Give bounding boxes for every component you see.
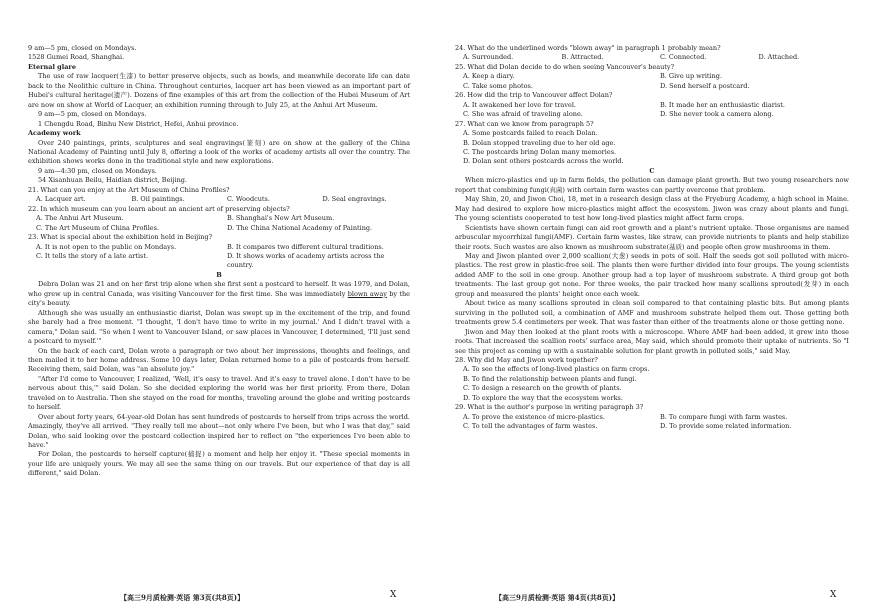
question-stem: 28. Why did May and Jiwon work together? — [455, 355, 598, 364]
address-line: 54 Xisanhuan Beilu, Haidian district, Beijing. — [38, 176, 187, 185]
passage-paragraph: The use of raw lacquer(生漆) to better preserve objects, such as bowls, and meanwhile decorate life can date back to the Neolithic culture in China. Throughout centuries, lacquer art has been viewed as an important part of Hubei's cultural heritage(遗产). Dozens of fine examples of this art from the collection of the Hubei Museum of Art are now on show at World of Lacquer, an exhibition running through to July 25, at the Anhui Art Museum. — [28, 72, 410, 109]
address-line: 1528 Gumei Road, Shanghai. — [28, 53, 125, 62]
answer-option[interactable]: D. She never took a camera along. — [660, 110, 774, 119]
section-heading: Academy work — [28, 129, 81, 138]
answer-option[interactable]: B. It compares two different cultural traditions. — [227, 242, 384, 251]
answer-options — [28, 214, 410, 233]
answer-option[interactable]: C. Woodcuts. — [227, 195, 270, 204]
page-footer: 【高三9月质检测·英语 第3页(共8页)】 — [120, 593, 245, 602]
underlined-phrase: blown away — [347, 289, 387, 298]
answer-option[interactable]: D. Seal engravings. — [322, 195, 387, 204]
answer-option[interactable]: D. Attached. — [758, 53, 800, 62]
answer-option[interactable]: C. To tell the advantages of farm wastes. — [463, 422, 598, 431]
answer-option[interactable]: A. The Anhui Art Museum. — [36, 214, 124, 223]
question-stem: 26. How did the trip to Vancouver affect Dolan? — [455, 91, 613, 100]
answer-option[interactable]: D. The China National Academy of Painting. — [227, 223, 373, 232]
answer-option[interactable]: A. Lacquer art. — [36, 195, 86, 204]
answer-options — [455, 101, 849, 120]
answer-option[interactable]: B. To compare fungi with farm wastes. — [660, 412, 788, 421]
passage-paragraph: Over 240 paintings, prints, sculptures and seal engravings(篆刻) are on show at the gallery of the China National Academy of Painting until July 8, offering a look of the works of academy artists all over the country. The exhibition shows works done in the traditional style and new explorations. — [28, 138, 410, 166]
answer-options — [455, 413, 849, 432]
question-stem: 24. What do the underlined words "blown away" in paragraph 1 probably mean? — [455, 44, 721, 52]
answer-option[interactable]: C. The Art Museum of China Profiles. — [36, 223, 160, 232]
paragraph-text: Debra Dolan was 21 and on her first trip alone when she first sent a postcard to herself. It was 1979, and Dolan, who grew up in central Canada, was visiting Vancouver for the first time. She was immediately — [28, 280, 410, 298]
answer-option[interactable]: D. Send herself a postcard. — [660, 81, 750, 90]
answer-option[interactable]: B. It made her an enthusiastic diarist. — [660, 100, 785, 109]
hours-line: 9 am—4:30 pm, closed on Mondays. — [38, 166, 157, 175]
answer-options — [455, 72, 849, 91]
answer-option[interactable]: D. To provide some related information. — [660, 422, 792, 431]
answer-option[interactable]: A. To prove the existence of micro-plastics. — [463, 412, 605, 421]
passage-paragraph: May and Jiwon planted over 2,000 scallion(大葱) seeds in pots of soil. Half the seeds got soil polluted with micro-plastics. The rest grew in plastic-free soil. The plants then were further divided into four groups. The young scientists added AMF to the soil in one group. Another group had a top layer of mushroom substrate. A third group got both treatments. The last group got none. For three weeks, the pair tracked how many scallions sprouted(发芽) in each group and measured the plants' height once each week. — [455, 251, 849, 298]
answer-option[interactable]: D. To explore the way that the ecosystem works. — [463, 393, 623, 402]
passage-paragraph: For Dolan, the postcards to herself capture(捕捉) a moment and help her enjoy it. "These special moments in your life are uniquely yours. We may all see the same thing on our travels. But our experience of that day is all different," said Dolan. — [28, 450, 410, 478]
answer-option[interactable]: C. To design a research on the growth of plants. — [463, 384, 622, 393]
passage-paragraph: Over about forty years, 64-year-old Dolan has sent hundreds of postcards to herself from trips across the world. Amazingly, they've all arrived. "They really tell me about—not only where I've been, but who I was that day," said Dolan, who said looking over the postcard collection inspired her to reflect on "the experiences I've been able to have." — [28, 412, 410, 450]
paragraph-text: by the city's beauty. — [28, 289, 410, 308]
passage-paragraph: Jiwon and May then looked at the plant roots with a microscope. Where AMF had been added, it grew into those roots. That increased the scallion roots' surface area, May said, which should promote their uptake of nutrients. So "I see this project as coming up with a sustainable solution for plant growth in polluted soils," said May. — [455, 327, 849, 355]
page-mark: X — [830, 590, 837, 600]
page-footer: 【高三9月质检测·英语 第4页(共8页)】 — [495, 593, 620, 602]
question-stem: 22. In which museum can you learn about an ancient art of preserving objects? — [28, 204, 290, 213]
answer-option[interactable]: A. It is not open to the public on Mondays. — [36, 242, 177, 251]
answer-option[interactable]: C. Connected. — [660, 53, 707, 62]
answer-option[interactable]: B. Dolan stopped traveling due to her old age. — [463, 138, 616, 147]
answer-option[interactable]: B. Give up writing. — [660, 72, 723, 81]
section-letter: C — [649, 166, 655, 175]
page-3-column — [28, 44, 410, 479]
page-4-column — [455, 44, 849, 432]
answer-options — [28, 195, 410, 204]
answer-options — [455, 53, 849, 62]
answer-option[interactable]: B. Shanghai's New Art Museum. — [227, 214, 335, 223]
answer-option[interactable]: B. Attracted. — [561, 53, 604, 62]
answer-option[interactable]: C. It tells the story of a late artist. — [36, 251, 149, 260]
answer-option[interactable]: B. To find the relationship between plants and fungi. — [463, 374, 637, 383]
passage-paragraph: About twice as many scallions sprouted in clean soil compared to that containing plastic bits. But among plants surviving in the polluted soil, a combination of AMF and mushroom substrate helped them out. Those getting both treatments grew 5.4 centimeters per week. That was faster than either of the treatments alone or those getting none. — [455, 299, 849, 327]
answer-option[interactable]: A. Keep a diary. — [463, 72, 515, 81]
section-letter: B — [216, 270, 222, 279]
answer-option[interactable]: A. Surrounded. — [463, 53, 514, 62]
answer-option[interactable]: A. Some postcards failed to reach Dolan. — [463, 129, 598, 138]
hours-line: 9 am—5 pm, closed on Mondays. — [28, 44, 137, 52]
answer-option[interactable]: C. The postcards bring Dolan many memories. — [463, 147, 617, 156]
page-mark: X — [390, 590, 397, 600]
address-line: 1 Chengdu Road, Binhu New District, Hefei, Anhui province. — [38, 119, 239, 128]
answer-option[interactable]: C. Take some photos. — [463, 81, 533, 90]
answer-option[interactable]: D. Dolan sent others postcards across the world. — [463, 157, 624, 166]
passage-paragraph: Although she was usually an enthusiastic diarist, Dolan was swept up in the excitement of the trip, and found she barely had a free moment. "I thought, 'I don't have time to write in my journal.' And I didn't travel with a camera," Dolan said. "So when I went to Vancouver Island, or saw places in Vancouver, I determined, 'I'll just send a postcard to myself.'" — [28, 308, 410, 346]
answer-options — [28, 243, 410, 271]
question-stem: 23. What is special about the exhibition held in Beijing? — [28, 233, 213, 242]
question-stem: 27. What can we know from paragraph 5? — [455, 119, 594, 128]
section-heading: Eternal glare — [28, 62, 76, 71]
passage-paragraph: "After I'd come to Vancouver, I realized, 'Well, it's easy to travel. And it's easy to travel alone. I don't have to be nervous about this,'" said Dolan. So she decided exploring the world was her first priority. From there, Dolan traveled on to Australia. Then she stayed on the road for months, traveling around the globe and writing postcards to herself. — [28, 374, 410, 412]
passage-paragraph — [28, 280, 410, 308]
hours-line: 9 am—5 pm, closed on Mondays. — [38, 110, 147, 119]
passage-paragraph: May Shin, 20, and Jiwon Choi, 18, met in a research design class at the Fryeburg Academy, a high school in Maine. May had desired to explore how micro-plastics might affect the ecosystem. Jiwon was crazy about plants and fungi. The young scientists cooperated to test how long-lived plastics might affect farm crops. — [455, 195, 849, 223]
passage-paragraph: On the back of each card, Dolan wrote a paragraph or two about her impressions, thoughts and feelings, and then mailed it to her home address. Some 10 days later, Dolan returned home to a pile of postcards from herself. Receiving them, said Dolan, was "an absolute joy." — [28, 346, 410, 374]
passage-paragraph: When micro-plastics end up in farm fields, the pollution can damage plant growth. But two young researchers now report that combining fungi(真菌) with certain farm wastes can partly overcome that problem. — [455, 176, 849, 194]
question-stem: 21. What can you enjoy at the Art Museum of China Profiles? — [28, 185, 230, 194]
answer-option[interactable]: A. To see the effects of long-lived plastics on farm crops. — [463, 365, 650, 374]
question-stem: 29. What is the author's purpose in writing paragraph 3? — [455, 403, 644, 412]
exam-page-4 — [435, 0, 870, 615]
answer-option[interactable]: D. It shows works of academy artists across the country. — [227, 251, 385, 270]
answer-option[interactable]: A. It awakened her love for travel. — [463, 100, 576, 109]
answer-option[interactable]: B. Oil paintings. — [131, 195, 185, 204]
passage-paragraph: Scientists have shown certain fungi can aid root growth and a plant's nutrient uptake. Those organisms are named arbuscular mycorrhizal fungi(AMF). Certain farm wastes, like straw, can provide nutrients to plants and help stabilize their roots. Such wastes are also known as mushroom substrate(基质) and people often grow mushrooms in them. — [455, 223, 849, 251]
question-stem: 25. What did Dolan decide to do when seeing Vancouver's beauty? — [455, 62, 675, 71]
answer-option[interactable]: C. She was afraid of traveling alone. — [463, 110, 583, 119]
